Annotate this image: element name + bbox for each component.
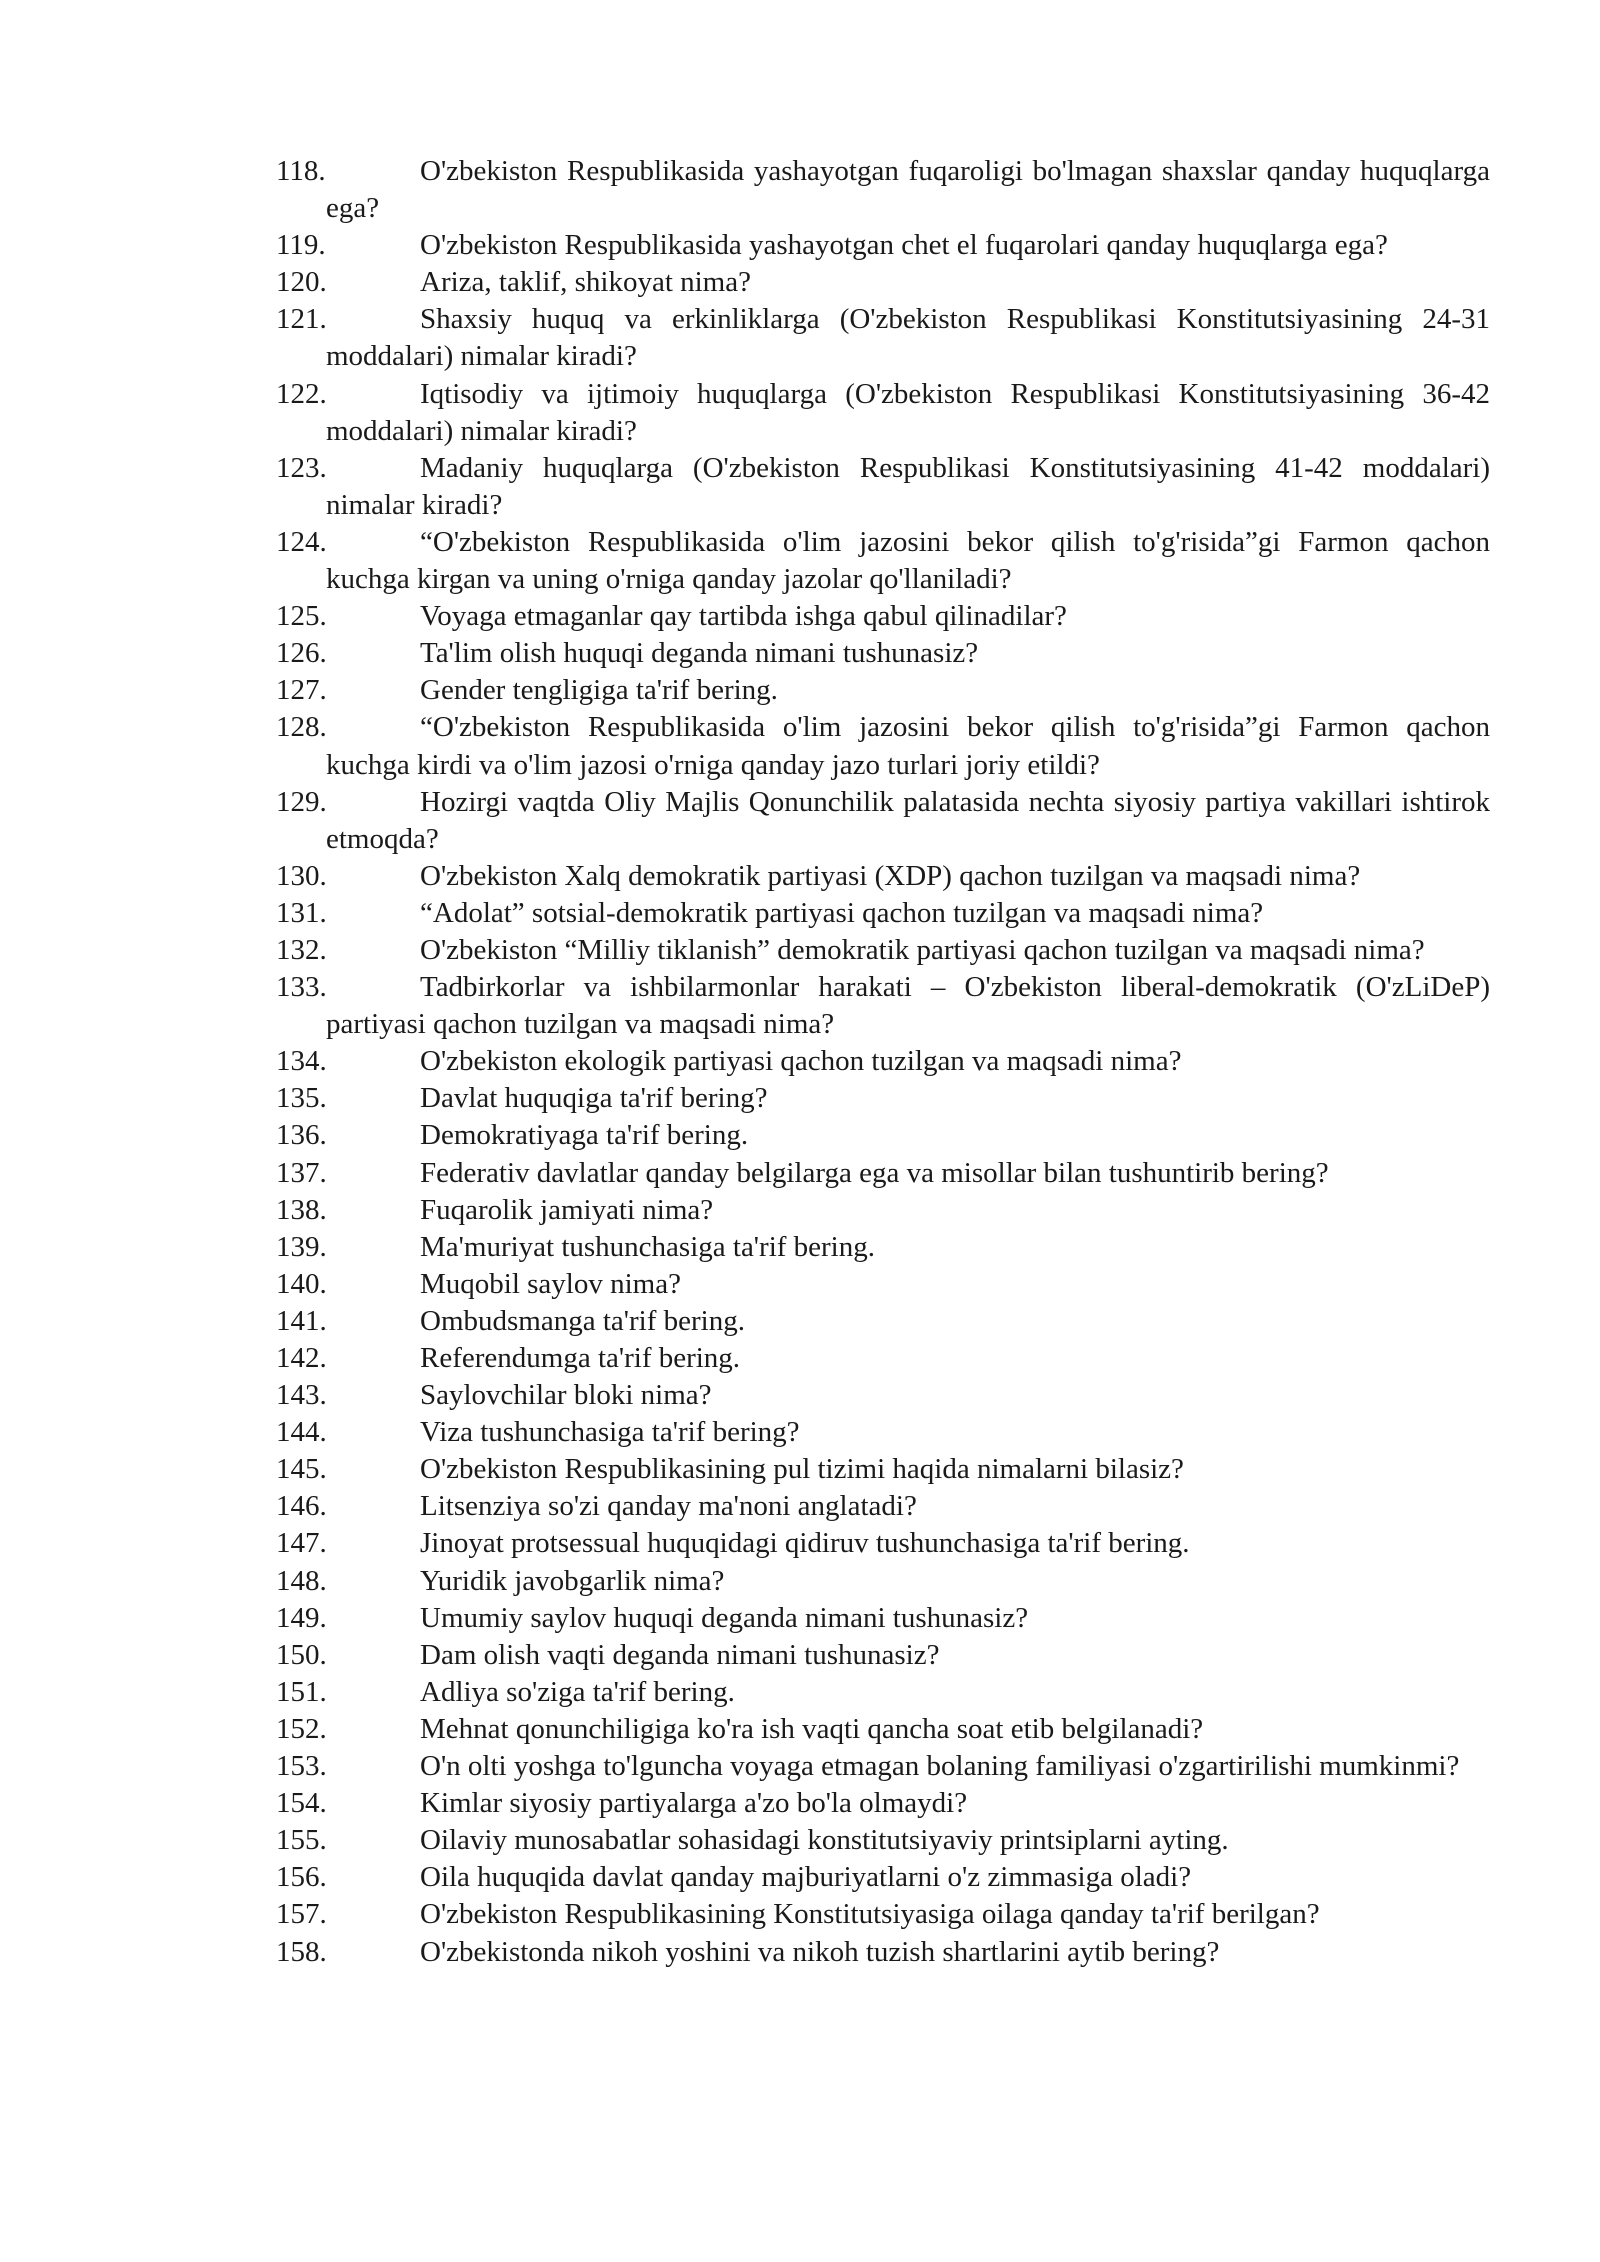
question-text: O'zbekiston Xalq demokratik partiyasi (XDP) qachon tuzilgan va maqsadi nima? (420, 859, 1361, 892)
question-number: 157. (276, 1898, 327, 1931)
question-number: 137. (276, 1156, 327, 1189)
question-text: Yuridik javobgarlik nima? (420, 1564, 725, 1597)
question-item (276, 227, 1490, 264)
question-item (276, 784, 1490, 858)
question-number: 128. (276, 711, 327, 744)
question-text: Ombudsmanga ta'rif bering. (420, 1304, 745, 1337)
question-item (276, 1451, 1490, 1488)
question-text: Hozirgi vaqtda Oliy Majlis Qonunchilik palatasida nechta siyosiy partiya vakillari ishtirok etmoqda? (326, 785, 1490, 855)
question-number: 120. (276, 266, 327, 299)
question-text: Iqtisodiy va ijtimoiy huquqlarga (O'zbekiston Respublikasi Konstitutsiyasining 36-42 moddalari) nimalar kiradi? (326, 377, 1490, 447)
question-text: O'n olti yoshga to'lguncha voyaga etmagan bolaning familiyasi o'zgartirilishi mumkinmi? (420, 1750, 1460, 1783)
question-text: Oila huquqida davlat qanday majburiyatlarni o'z zimmasiga oladi? (420, 1861, 1192, 1894)
question-item (276, 1043, 1490, 1080)
question-text: O'zbekiston Respublikasida yashayotgan fuqaroligi bo'lmagan shaxslar qanday huquqlarga ega? (326, 155, 1490, 225)
question-item (276, 1229, 1490, 1266)
question-text: Dam olish vaqti deganda nimani tushunasiz? (420, 1638, 940, 1671)
question-item (276, 524, 1490, 598)
question-item (276, 1934, 1490, 1971)
question-text: O'zbekiston “Milliy tiklanish” demokratik partiyasi qachon tuzilgan va maqsadi nima? (420, 933, 1425, 966)
question-number: 123. (276, 451, 327, 484)
question-number: 155. (276, 1824, 327, 1857)
question-item (276, 1822, 1490, 1859)
question-item (276, 1859, 1490, 1896)
question-item (276, 1748, 1490, 1785)
question-number: 143. (276, 1379, 327, 1412)
question-text: O'zbekistonda nikoh yoshini va nikoh tuzish shartlarini aytib bering? (420, 1935, 1220, 1968)
question-number: 153. (276, 1750, 327, 1783)
question-item (276, 1711, 1490, 1748)
question-item (276, 1155, 1490, 1192)
question-text: Umumiy saylov huquqi deganda nimani tushunasiz? (420, 1601, 1029, 1634)
question-number: 129. (276, 785, 327, 818)
question-number: 135. (276, 1082, 327, 1115)
question-item (276, 1266, 1490, 1303)
question-number: 124. (276, 525, 327, 558)
question-text: “O'zbekiston Respublikasida o'lim jazosini bekor qilish to'g'risida”gi Farmon qachon kuchga kirgan va uning o'rniga qanday jazolar qo'llaniladi? (326, 525, 1490, 596)
question-item (276, 635, 1490, 672)
question-number: 132. (276, 933, 327, 966)
question-number: 154. (276, 1787, 327, 1820)
question-item (276, 376, 1490, 450)
question-text: Oilaviy munosabatlar sohasidagi konstitutsiyaviy printsiplarni ayting. (420, 1824, 1229, 1857)
question-number: 126. (276, 637, 327, 670)
question-text: O'zbekiston Respublikasining Konstitutsiyasiga oilaga qanday ta'rif berilgan? (420, 1898, 1320, 1931)
question-text: Ariza, taklif, shikoyat nima? (420, 266, 751, 299)
question-item (276, 1896, 1490, 1933)
question-text: Demokratiyaga ta'rif bering. (420, 1119, 749, 1152)
question-number: 147. (276, 1527, 327, 1560)
question-number: 149. (276, 1601, 327, 1634)
question-item (276, 1340, 1490, 1377)
question-list (276, 153, 1490, 1971)
question-item (276, 1377, 1490, 1414)
question-item (276, 1600, 1490, 1637)
question-text: Ta'lim olish huquqi deganda nimani tushunasiz? (420, 637, 979, 670)
question-item (276, 1303, 1490, 1340)
question-text: Voyaga etmaganlar qay tartibda ishga qabul qilinadilar? (420, 600, 1067, 633)
question-item (276, 932, 1490, 969)
question-number: 125. (276, 600, 327, 633)
question-item (276, 1414, 1490, 1451)
question-item (276, 1674, 1490, 1711)
question-item (276, 1563, 1490, 1600)
question-item (276, 672, 1490, 709)
question-number: 121. (276, 303, 327, 336)
question-item (276, 153, 1490, 227)
question-text: Ma'muriyat tushunchasiga ta'rif bering. (420, 1230, 875, 1263)
question-text: Muqobil saylov nima? (420, 1267, 681, 1300)
question-text: Adliya so'ziga ta'rif bering. (420, 1675, 735, 1708)
question-number: 146. (276, 1490, 327, 1523)
question-number: 144. (276, 1416, 327, 1449)
question-item (276, 264, 1490, 301)
question-item (276, 709, 1490, 783)
question-number: 130. (276, 859, 327, 892)
question-text: Referendumga ta'rif bering. (420, 1342, 741, 1374)
question-number: 158. (276, 1935, 327, 1968)
question-number: 133. (276, 971, 327, 1004)
question-text: Gender tengligiga ta'rif bering. (420, 674, 778, 707)
question-text: “Adolat” sotsial-demokratik partiyasi qachon tuzilgan va maqsadi nima? (420, 896, 1264, 929)
question-text: Litsenziya so'zi qanday ma'noni anglatadi? (420, 1490, 917, 1523)
question-number: 142. (276, 1342, 327, 1374)
question-item (276, 1192, 1490, 1229)
question-text: Jinoyat protsessual huquqidagi qidiruv tushunchasiga ta'rif bering. (420, 1527, 1190, 1560)
question-number: 145. (276, 1453, 327, 1486)
question-item (276, 895, 1490, 932)
question-item (276, 1080, 1490, 1117)
question-number: 140. (276, 1267, 327, 1300)
question-item (276, 1525, 1490, 1562)
question-text: Federativ davlatlar qanday belgilarga ega va misollar bilan tushuntirib bering? (420, 1156, 1329, 1189)
question-item (276, 301, 1490, 375)
question-text: Fuqarolik jamiyati nima? (420, 1193, 714, 1226)
question-number: 141. (276, 1304, 327, 1337)
question-number: 150. (276, 1638, 327, 1671)
question-number: 131. (276, 896, 327, 929)
question-number: 151. (276, 1675, 327, 1708)
question-item (276, 450, 1490, 524)
question-item (276, 858, 1490, 895)
question-number: 118. (276, 155, 326, 187)
question-text: Viza tushunchasiga ta'rif bering? (420, 1416, 800, 1449)
question-text: Madaniy huquqlarga (O'zbekiston Respublikasi Konstitutsiyasining 41-42 moddalari) nimalar kiradi? (326, 451, 1490, 521)
question-text: Shaxsiy huquq va erkinliklarga (O'zbekiston Respublikasi Konstitutsiyasining 24-31 moddalari) nimalar kiradi? (326, 303, 1490, 373)
question-item (276, 969, 1490, 1043)
question-text: O'zbekiston Respublikasining pul tizimi haqida nimalarni bilasiz? (420, 1453, 1184, 1486)
question-item (276, 1785, 1490, 1822)
question-number: 156. (276, 1861, 327, 1894)
question-number: 127. (276, 674, 327, 707)
question-item (276, 598, 1490, 635)
question-item (276, 1637, 1490, 1674)
question-text: O'zbekiston ekologik partiyasi qachon tuzilgan va maqsadi nima? (420, 1045, 1182, 1078)
question-text: O'zbekiston Respublikasida yashayotgan chet el fuqarolari qanday huquqlarga ega? (420, 229, 1388, 262)
question-text: Davlat huquqiga ta'rif bering? (420, 1082, 768, 1115)
question-text: “O'zbekiston Respublikasida o'lim jazosini bekor qilish to'g'risida”gi Farmon qachon kuchga kirdi va o'lim jazosi o'rniga qanday jazo turlari joriy etildi? (326, 711, 1490, 781)
question-number: 139. (276, 1230, 327, 1263)
question-number: 136. (276, 1119, 327, 1152)
question-number: 134. (276, 1045, 327, 1078)
question-text: Saylovchilar bloki nima? (420, 1379, 712, 1412)
question-number: 148. (276, 1564, 327, 1597)
question-text: Kimlar siyosiy partiyalarga a'zo bo'la olmaydi? (420, 1787, 968, 1820)
question-number: 152. (276, 1712, 327, 1745)
question-text: Mehnat qonunchiligiga ko'ra ish vaqti qancha soat etib belgilanadi? (420, 1712, 1204, 1745)
question-number: 119. (276, 229, 326, 262)
question-item (276, 1117, 1490, 1154)
question-item (276, 1488, 1490, 1525)
question-text: Tadbirkorlar va ishbilarmonlar harakati – O'zbekiston liberal-demokratik (O'zLiDeP) partiyasi qachon tuzilgan va maqsadi nima? (326, 971, 1490, 1041)
question-number: 138. (276, 1193, 327, 1226)
question-number: 122. (276, 377, 327, 410)
